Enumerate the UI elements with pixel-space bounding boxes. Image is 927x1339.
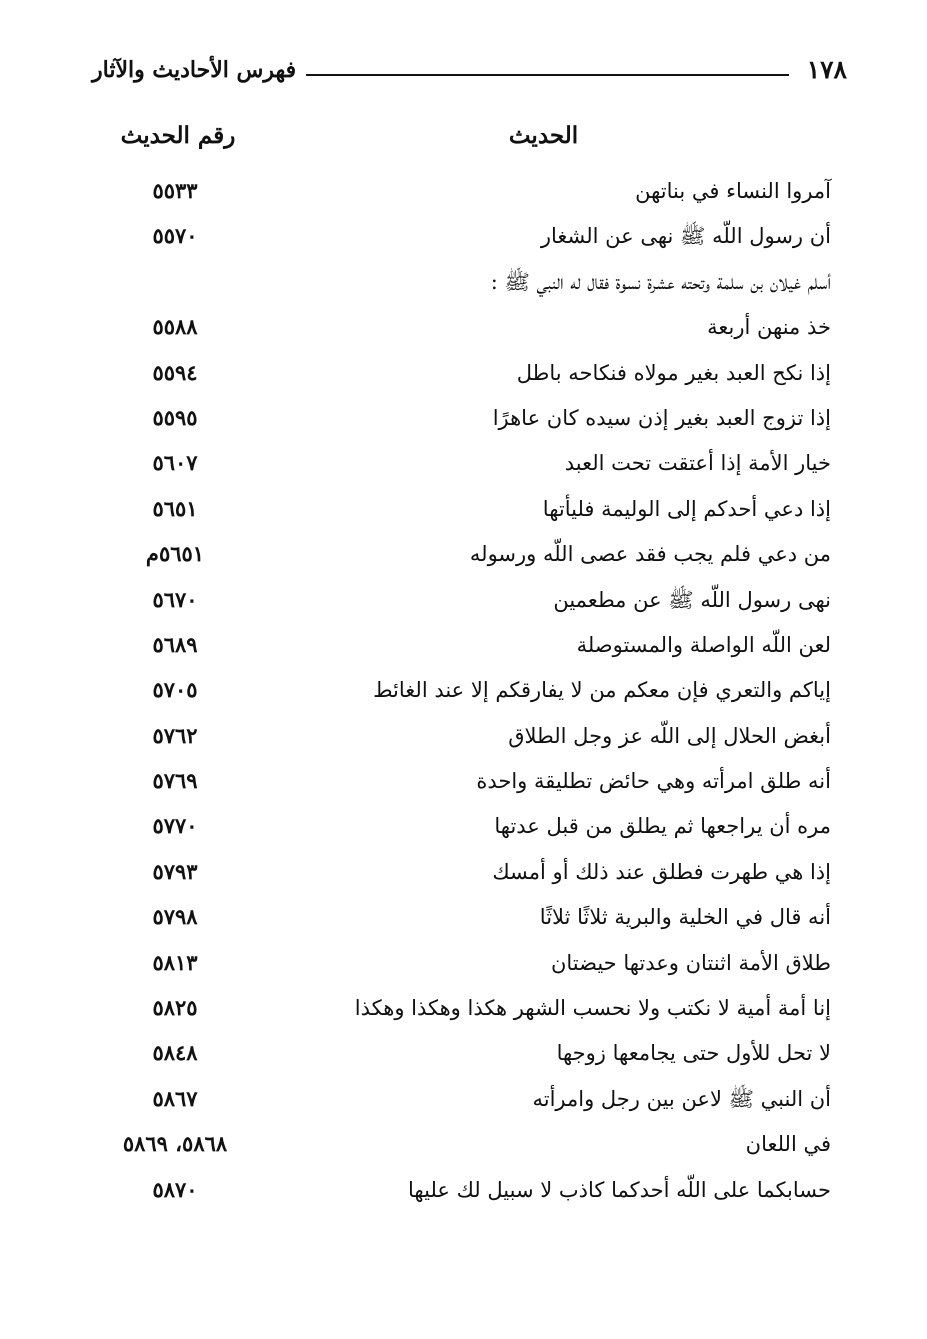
hadith-text: أن رسول اللّه ﷺ نهى عن الشغار bbox=[540, 224, 831, 249]
index-row bbox=[0, 1169, 927, 1214]
index-row bbox=[0, 306, 927, 351]
index-row bbox=[0, 533, 927, 578]
index-row bbox=[0, 442, 927, 487]
hadith-number: ٥٥٩٥ bbox=[152, 404, 198, 430]
hadith-number: ٥٥٩٤ bbox=[152, 359, 198, 385]
hadith-text: إذا دعي أحدكم إلى الوليمة فليأتها bbox=[542, 496, 831, 521]
index-row bbox=[0, 760, 927, 805]
hadith-number: ٥٨١٣ bbox=[152, 949, 198, 975]
column-header-number: رقم الحديث bbox=[120, 122, 236, 149]
hadith-text: أبغض الحلال إلى اللّه عز وجل الطلاق bbox=[508, 723, 831, 748]
hadith-number: ٥٧٩٣ bbox=[152, 858, 198, 884]
hadith-text: إذا تزوج العبد بغير إذن سيده كان عاهرًا bbox=[492, 405, 831, 430]
index-row bbox=[0, 488, 927, 533]
hadith-text: لا تحل للأول حتى يجامعها زوجها bbox=[556, 1041, 831, 1066]
hadith-number: ٥٧٠٥ bbox=[152, 677, 198, 703]
index-row bbox=[0, 1078, 927, 1123]
index-row bbox=[0, 1032, 927, 1077]
hadith-number: ٥٨٧٠ bbox=[152, 1176, 198, 1202]
index-row bbox=[0, 987, 927, 1032]
hadith-text: إياكم والتعري فإن معكم من لا يفارقكم إلا عند الغائط bbox=[373, 678, 831, 703]
hadith-number: ٥٦٥١ bbox=[152, 495, 198, 521]
index-row bbox=[0, 397, 927, 442]
running-title: فهرس الأحاديث والآثار bbox=[92, 57, 297, 83]
column-header-hadith: الحديث bbox=[508, 122, 579, 149]
index-row bbox=[0, 170, 927, 215]
header-rule bbox=[306, 74, 789, 76]
hadith-text: في اللعان bbox=[745, 1132, 831, 1157]
hadith-number: ٥٥٣٣ bbox=[152, 178, 198, 203]
hadith-text: أسلم غيلان بن سلمة وتحته عشرة نسوة فقال له النبي ﷺ : bbox=[490, 269, 831, 294]
hadith-text: حسابكما على اللّه أحدكما كاذب لا سبيل لك عليها bbox=[408, 1177, 831, 1202]
index-row bbox=[0, 851, 927, 896]
hadith-number: ٥٧٧٠ bbox=[152, 813, 198, 839]
index-row bbox=[0, 579, 927, 624]
hadith-text: أنه طلق امرأته وهي حائض تطليقة واحدة bbox=[476, 769, 831, 794]
hadith-number: ٥٨٢٥ bbox=[152, 995, 198, 1021]
hadith-text: أنه قال في الخلية والبرية ثلاثًا ثلاثًا bbox=[539, 905, 831, 930]
index-row bbox=[0, 805, 927, 850]
hadith-text: خيار الأمة إذا أعتقت تحت العبد bbox=[564, 451, 831, 476]
hadith-number: ٥٨٦٧ bbox=[152, 1085, 198, 1111]
hadith-number: ٥٦٥١م bbox=[145, 541, 205, 567]
hadith-text: طلاق الأمة اثنتان وعدتها حيضتان bbox=[550, 950, 831, 975]
index-row bbox=[0, 669, 927, 714]
page-number: ١٧٨ bbox=[806, 55, 847, 84]
hadith-number: ٥٧٦٩ bbox=[152, 768, 198, 794]
hadith-text: أن النبي ﷺ لاعن بين رجل وامرأته bbox=[532, 1086, 831, 1111]
hadith-text: خذ منهن أربعة bbox=[707, 315, 831, 340]
hadith-text: إنا أمة أمية لا نكتب ولا نحسب الشهر هكذا وهكذا وهكذا bbox=[354, 996, 831, 1021]
hadith-number: ٥٥٨٨ bbox=[152, 314, 198, 340]
hadith-text: نهى رسول اللّه ﷺ عن مطعمين bbox=[553, 587, 831, 612]
index-row bbox=[0, 715, 927, 760]
index-row bbox=[0, 261, 927, 306]
index-row bbox=[0, 624, 927, 669]
index-row bbox=[0, 1123, 927, 1168]
hadith-number: ٥٥٧٠ bbox=[152, 223, 198, 249]
hadith-number: ٥٨٦٨، ٥٨٦٩ bbox=[122, 1131, 228, 1157]
page-header bbox=[92, 52, 847, 92]
hadith-number: ٥٦٠٧ bbox=[152, 450, 198, 476]
hadith-text: آمروا النساء في بناتهن bbox=[635, 179, 831, 203]
index-row bbox=[0, 352, 927, 397]
hadith-text: مره أن يراجعها ثم يطلق من قبل عدتها bbox=[494, 814, 831, 839]
hadith-number: ٥٧٩٨ bbox=[152, 904, 198, 930]
hadith-number: ٥٦٧٠ bbox=[152, 586, 198, 612]
hadith-number: ٥٨٤٨ bbox=[152, 1040, 198, 1066]
hadith-number: ٥٦٨٩ bbox=[152, 631, 198, 657]
hadith-number: ٥٧٦٢ bbox=[152, 722, 198, 748]
hadith-text: لعن اللّه الواصلة والمستوصلة bbox=[576, 632, 831, 657]
index-entries bbox=[0, 170, 927, 1214]
hadith-text: من دعي فلم يجب فقد عصى اللّه ورسوله bbox=[469, 542, 831, 567]
index-row bbox=[0, 942, 927, 987]
index-row bbox=[0, 896, 927, 941]
hadith-text: إذا هي طهرت فطلق عند ذلك أو أمسك bbox=[492, 859, 831, 884]
hadith-text: إذا نكح العبد بغير مولاه فنكاحه باطل bbox=[516, 360, 831, 385]
index-row bbox=[0, 215, 927, 260]
